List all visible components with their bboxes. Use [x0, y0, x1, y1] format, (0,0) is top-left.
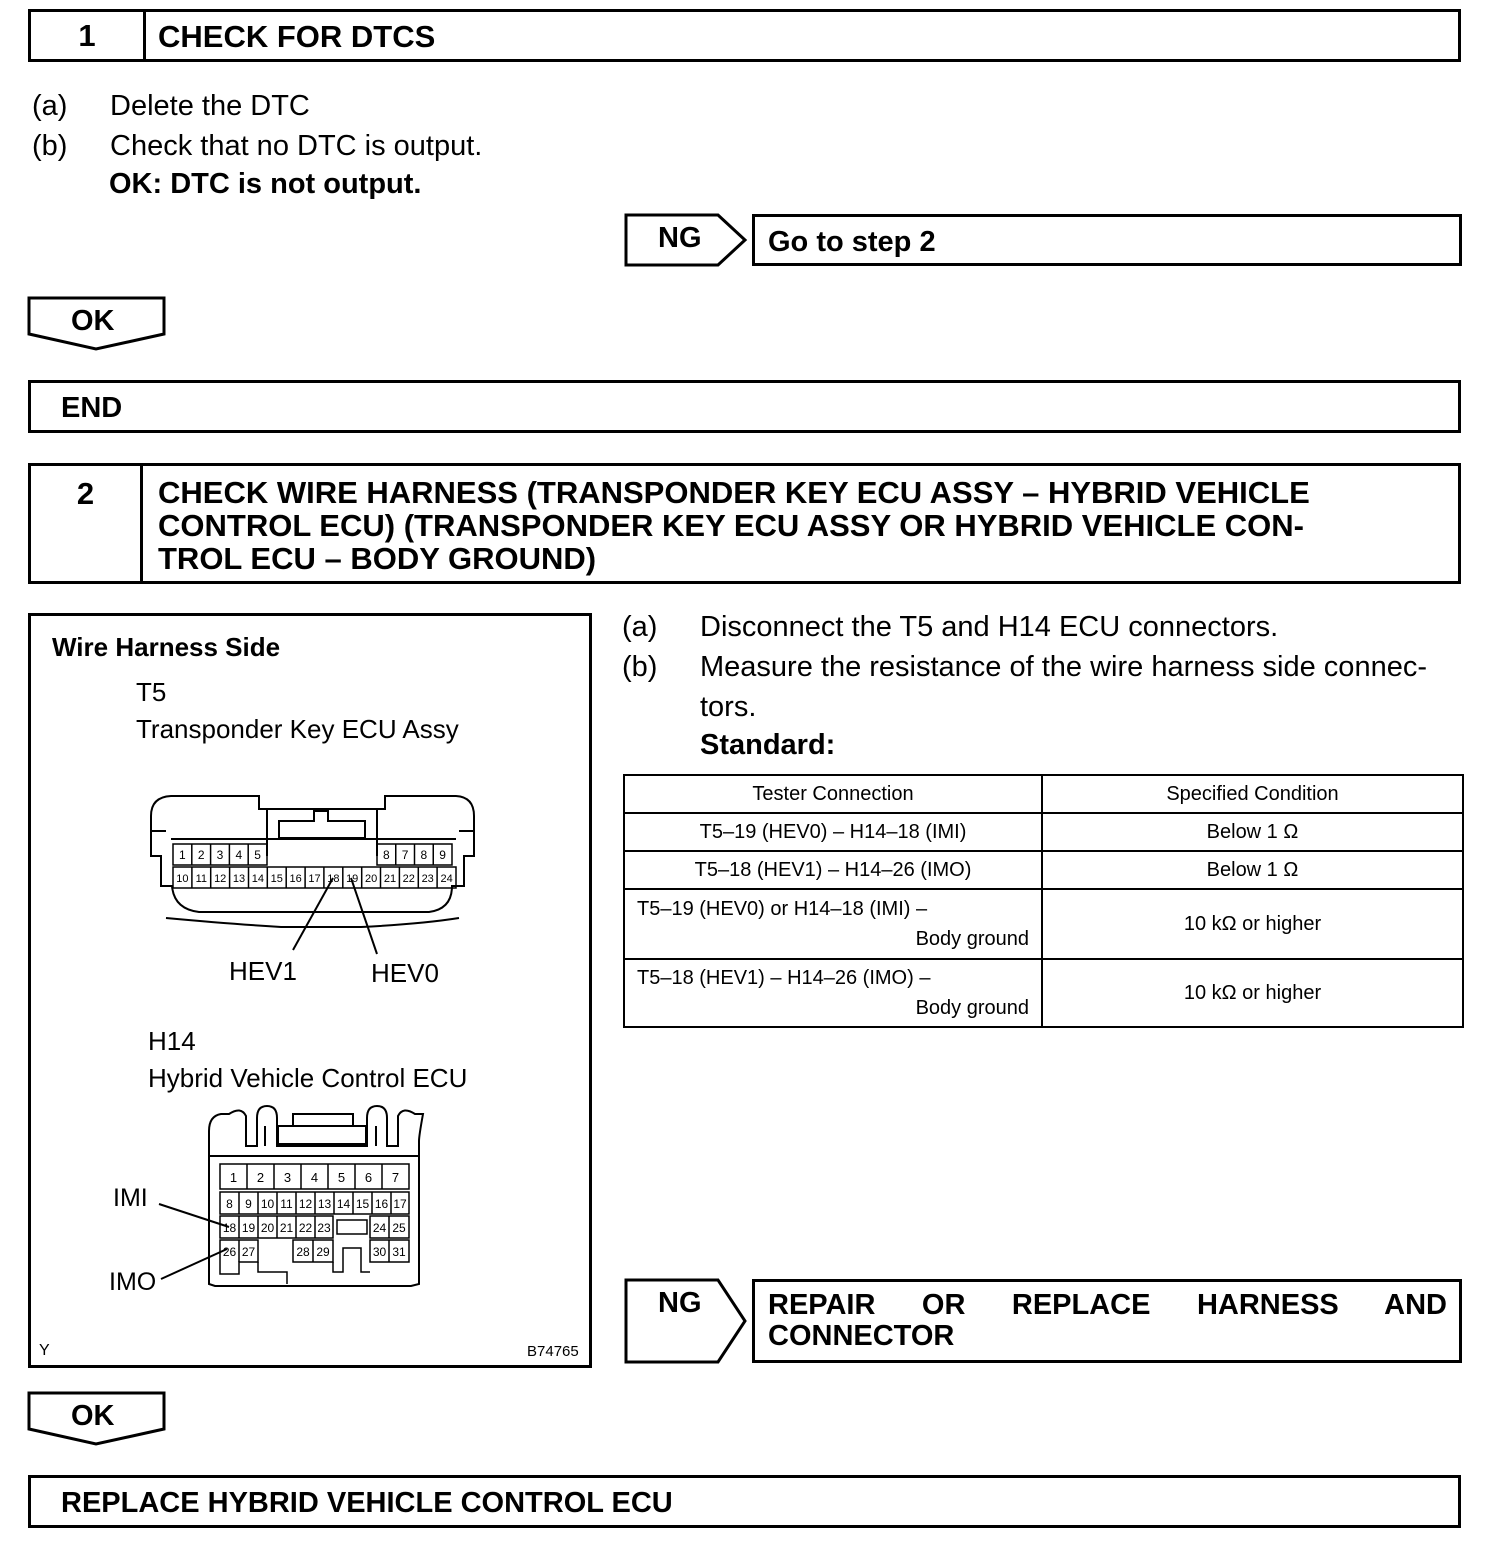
table-cell: T5–18 (HEV1) – H14–26 (IMO)	[624, 851, 1042, 889]
t5-pin: 18	[327, 873, 340, 885]
t5-pin-grid-top	[173, 844, 452, 865]
item-text: Delete the DTC	[110, 90, 310, 122]
step2-ng-action	[752, 1279, 1462, 1363]
t5-pin: 24	[440, 873, 453, 885]
t5-code: T5	[136, 677, 167, 707]
h14-pin: 25	[392, 1221, 406, 1235]
hev1-label: HEV1	[229, 956, 297, 986]
h14-pin: 11	[280, 1197, 293, 1211]
table-cell: 10 kΩ or higher	[1042, 889, 1463, 959]
figure-corner-mark: Y	[39, 1342, 50, 1359]
h14-pin: 26	[222, 1245, 237, 1259]
t5-pin: 21	[383, 873, 397, 885]
t5-pin: 8	[420, 848, 428, 862]
item-label: (a)	[32, 90, 68, 122]
h14-pin-numbers-r1	[230, 1170, 399, 1185]
h14-pin: 22	[298, 1221, 313, 1235]
h14-pin: 31	[392, 1245, 406, 1259]
table-cell: Below 1 Ω	[1042, 813, 1463, 851]
imo-label: IMO	[109, 1268, 157, 1296]
item-label: (b)	[622, 651, 658, 683]
cell-line: Body ground	[915, 928, 1029, 950]
table-cell: Below 1 Ω	[1042, 851, 1463, 889]
step2-item-b-continued: tors.	[700, 691, 757, 723]
h14-pin: 27	[241, 1245, 256, 1259]
h14-pin: 5	[337, 1170, 346, 1185]
item-text: Check that no DTC is output.	[110, 130, 483, 162]
table-row	[624, 889, 1463, 959]
t5-pin: 1	[179, 848, 186, 862]
title-line: CHECK WIRE HARNESS (TRANSPONDER KEY ECU ASSY – HYBRID VEHICLE	[158, 475, 1310, 510]
table-cell	[624, 959, 1042, 1027]
table-header: Specified Condition	[1042, 775, 1463, 813]
h14-pin: 19	[241, 1221, 256, 1235]
table-row	[624, 959, 1463, 1027]
standard-label: Standard:	[700, 729, 836, 761]
result-text: END	[61, 392, 123, 424]
t5-pin: 23	[421, 873, 434, 885]
h14-pin: 15	[355, 1197, 370, 1211]
t5-pin-numbers	[179, 848, 446, 862]
h14-pin: 16	[374, 1197, 389, 1211]
t5-pin: 15	[270, 873, 283, 885]
step1-number: 1	[31, 12, 146, 59]
table-cell	[624, 889, 1042, 959]
t5-pin: 16	[289, 873, 302, 885]
step1-header	[28, 9, 1461, 62]
table-header: Tester Connection	[624, 775, 1042, 813]
item-label: (a)	[622, 611, 658, 643]
h14-pin: 12	[298, 1197, 313, 1211]
h14-pin: 1	[229, 1170, 238, 1185]
t5-pin: 13	[232, 873, 246, 885]
h14-pin: 21	[279, 1221, 294, 1235]
ng-action-text	[768, 1290, 1447, 1352]
step1-ng-action	[752, 214, 1462, 266]
item-text: Measure the resistance of the wire harness side connec-	[700, 651, 1427, 683]
h14-pin: 29	[316, 1245, 330, 1259]
t5-pin: 5	[254, 848, 261, 862]
t5-pin: 11	[195, 873, 208, 885]
h14-pin: 14	[336, 1197, 351, 1211]
h14-pin: 6	[364, 1170, 373, 1185]
t5-pin: 20	[364, 873, 378, 885]
ng-action-line: CONNECTOR	[768, 1320, 955, 1352]
t5-pin: 4	[235, 848, 243, 862]
h14-pin: 30	[372, 1245, 387, 1259]
h14-pin-numbers-r2	[226, 1197, 407, 1211]
h14-pin: 20	[260, 1221, 275, 1235]
table-header-row	[624, 775, 1463, 813]
item-label: (b)	[32, 130, 68, 162]
step1-result	[28, 380, 1461, 433]
t5-pin: 10	[176, 873, 189, 885]
step1-ok-condition: OK: DTC is not output.	[109, 168, 422, 200]
t5-name: Transponder Key ECU Assy	[136, 714, 459, 744]
h14-pin-numbers-r4	[223, 1245, 406, 1259]
t5-pin: 14	[251, 873, 265, 885]
figure-heading: Wire Harness Side	[52, 632, 281, 662]
table-cell: 10 kΩ or higher	[1042, 959, 1463, 1027]
t5-pin: 8	[383, 848, 390, 862]
t5-pin: 19	[346, 873, 359, 885]
table-row	[624, 851, 1463, 889]
step2-ok-label: OK	[71, 1400, 115, 1432]
h14-pin: 2	[256, 1170, 265, 1185]
h14-pin: 3	[283, 1170, 292, 1185]
h14-pin: 9	[245, 1197, 252, 1211]
step2-result	[28, 1475, 1461, 1528]
h14-pin: 4	[310, 1170, 319, 1185]
result-text: REPLACE HYBRID VEHICLE CONTROL ECU	[61, 1487, 673, 1519]
step1-title: CHECK FOR DTCS	[158, 19, 436, 54]
item-text: Disconnect the T5 and H14 ECU connectors.	[700, 611, 1279, 643]
t5-pin: 22	[402, 873, 415, 885]
step2-header	[28, 463, 1461, 584]
cell-line: T5–18 (HEV1) – H14–26 (IMO) –	[637, 967, 931, 989]
ng-action-text: Go to step 2	[768, 226, 936, 258]
figure-code: B74765	[527, 1343, 579, 1360]
t5-pin-numbers-bottom	[176, 873, 452, 885]
title-line: TROL ECU – BODY GROUND)	[158, 541, 597, 576]
t5-pin: 7	[401, 848, 409, 862]
h14-pin: 23	[317, 1221, 331, 1235]
h14-name: Hybrid Vehicle Control ECU	[148, 1063, 468, 1093]
wiring-figure	[28, 613, 592, 1368]
h14-pin: 10	[260, 1197, 275, 1211]
t5-pin: 3	[216, 848, 224, 862]
table-cell: T5–19 (HEV0) – H14–18 (IMI)	[624, 813, 1042, 851]
h14-pin: 17	[393, 1197, 407, 1211]
h14-pin: 24	[372, 1221, 387, 1235]
h14-pin: 7	[391, 1170, 400, 1185]
step2-title	[158, 476, 1448, 575]
h14-pin: 8	[226, 1197, 233, 1211]
t5-pin: 12	[214, 873, 227, 885]
t5-pin: 2	[197, 848, 205, 862]
imi-label: IMI	[113, 1184, 148, 1212]
step2-ng-label: NG	[658, 1287, 702, 1319]
h14-pin: 18	[222, 1221, 237, 1235]
step2-number: 2	[31, 466, 143, 581]
ng-action-line: REPAIR OR REPLACE HARNESS AND	[768, 1289, 1447, 1321]
standard-table	[623, 774, 1464, 1028]
t5-pin: 9	[439, 848, 446, 862]
cell-line: T5–19 (HEV0) or H14–18 (IMI) –	[637, 898, 928, 920]
step1-ok-label: OK	[71, 305, 115, 337]
cell-line: Body ground	[915, 997, 1029, 1019]
hev0-label: HEV0	[371, 958, 439, 988]
title-line: CONTROL ECU) (TRANSPONDER KEY ECU ASSY OR HYBRID VEHICLE CON-	[158, 508, 1304, 543]
table-row	[624, 813, 1463, 851]
h14-code: H14	[148, 1026, 196, 1056]
t5-pin: 17	[308, 873, 321, 885]
h14-pin: 28	[296, 1245, 310, 1259]
step1-ng-label: NG	[658, 222, 702, 254]
h14-pin: 13	[317, 1197, 332, 1211]
